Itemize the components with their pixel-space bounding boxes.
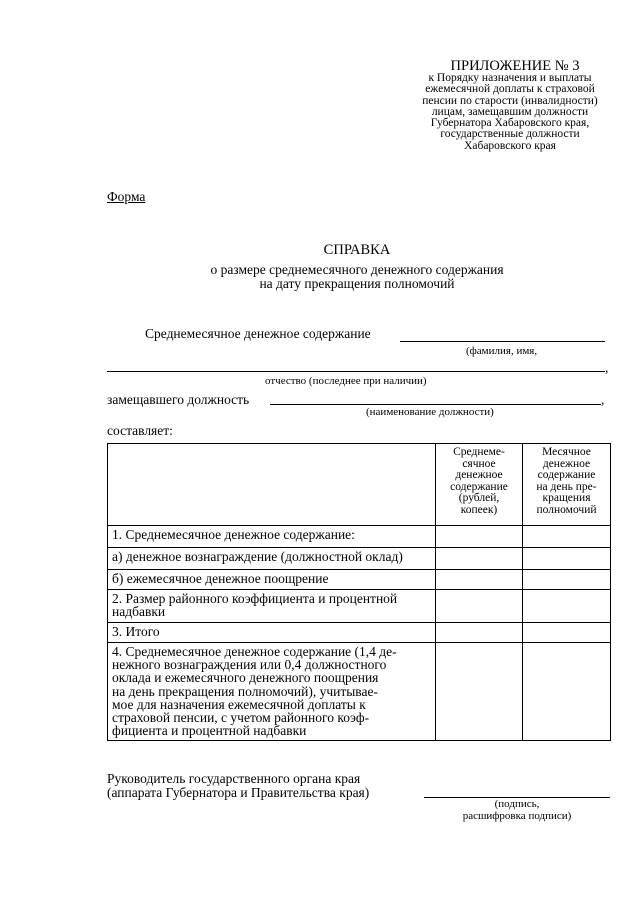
col-header-monthly-end: [523, 444, 611, 526]
salary-table: [107, 443, 611, 741]
name-fill-line[interactable]: [400, 341, 605, 342]
form-label: Форма: [107, 189, 146, 204]
row-line: фициента и процентной надбавки: [112, 723, 307, 739]
subtitle-line: на дату прекращения полномочий: [259, 276, 455, 291]
row-line: а) денежное вознаграждение (должностной оклад): [112, 549, 403, 564]
table-row: [108, 548, 611, 570]
table-header-empty: [108, 444, 436, 526]
row-line: оклада и ежемесячного денежного поощрения: [112, 670, 379, 686]
value-cell[interactable]: [523, 590, 611, 623]
value-cell[interactable]: [436, 548, 523, 570]
hint-line: (подпись,: [494, 798, 540, 810]
row-label: [108, 570, 436, 590]
row-label: [108, 526, 436, 548]
value-cell[interactable]: [523, 526, 611, 548]
comma: ,: [605, 360, 609, 375]
value-cell[interactable]: [436, 643, 523, 741]
comma: ,: [601, 392, 605, 407]
row-line: 1. Среднемесячное денежное содержание:: [112, 527, 355, 542]
row-line: надбавки: [112, 604, 166, 620]
table-row: [108, 623, 611, 643]
patronymic-hint: отчество (последнее при наличии): [265, 375, 427, 387]
header-line: копеек): [460, 503, 498, 516]
header-line: кращения: [542, 492, 591, 504]
value-cell[interactable]: [436, 526, 523, 548]
table-row: [108, 643, 611, 741]
row-line: нежного вознаграждения или 0,4 должностного: [112, 657, 387, 673]
value-cell[interactable]: [523, 570, 611, 590]
hint-line: расшифровка подписи): [462, 809, 572, 822]
appendix-line: государственные должности: [440, 128, 580, 141]
appendix-description: [405, 73, 615, 152]
header-line: сячное: [462, 457, 496, 470]
row-label: [108, 623, 436, 643]
amounts-label: составляет:: [107, 423, 173, 438]
appendix-title: ПРИЛОЖЕНИЕ № 3: [450, 58, 580, 74]
avg-salary-label: Среднемесячное денежное содержание: [145, 326, 371, 341]
table-row: [108, 590, 611, 623]
table-row: [108, 526, 611, 548]
name-hint: (фамилия, имя,: [466, 345, 538, 357]
name-continuation-fill-line[interactable]: [107, 371, 605, 372]
header-line: денежное: [455, 469, 503, 481]
col-header-avg-monthly: [436, 444, 523, 526]
value-cell[interactable]: [436, 623, 523, 643]
row-line: 3. Итого: [112, 624, 160, 639]
appendix-line: лицам, замещавшим должности: [431, 105, 589, 118]
row-line: 2. Размер районного коэффициента и процентной: [112, 591, 398, 606]
document-subtitle: [107, 263, 607, 291]
row-label: [108, 590, 436, 623]
subtitle-line: о размере среднемесячного денежного содержания: [210, 262, 504, 277]
value-cell[interactable]: [523, 548, 611, 570]
signature-line: Руководитель государственного органа края: [107, 771, 361, 786]
document-title: СПРАВКА: [323, 242, 391, 258]
value-cell[interactable]: [436, 590, 523, 623]
row-line: на день прекращения полномочий), учитывае-: [112, 683, 378, 699]
appendix-line: Хабаровского края: [464, 139, 556, 152]
signature-line: (аппарата Губернатора и Правительства края): [107, 785, 370, 800]
row-line: страховой пенсии, с учетом районного коэф-: [112, 710, 370, 726]
appendix-line: к Порядку назначения и выплаты: [428, 72, 592, 84]
appendix-line: пенсии по старости (инвалидности): [422, 94, 598, 107]
row-label: [108, 548, 436, 570]
table-row: [108, 570, 611, 590]
header-line: на день пре-: [536, 480, 597, 493]
header-line: содержание: [450, 480, 508, 493]
header-line: (рублей,: [458, 492, 500, 504]
header-line: полномочий: [536, 503, 597, 516]
row-line: 4. Среднемесячное денежное содержание (1,4 де-: [112, 644, 397, 659]
row-label: [108, 643, 436, 741]
header-line: содержание: [537, 469, 596, 481]
appendix-line: ежемесячной доплаты к страховой: [425, 83, 595, 96]
row-line: б) ежемесячное денежное поощрение: [112, 571, 329, 586]
signature-hint: [424, 799, 610, 822]
table-header-row: [108, 444, 611, 526]
row-line: мое для назначения ежемесячной доплаты к: [112, 696, 366, 712]
position-hint: (наименование должности): [366, 406, 494, 418]
header-line: Месячное: [542, 446, 591, 458]
value-cell[interactable]: [436, 570, 523, 590]
position-fill-line[interactable]: [270, 404, 601, 405]
value-cell[interactable]: [523, 623, 611, 643]
appendix-line: Губернатора Хабаровского края,: [430, 117, 590, 130]
value-cell[interactable]: [523, 643, 611, 741]
position-label: замещавшего должность: [107, 392, 250, 407]
signature-title: [107, 772, 369, 800]
header-line: Среднеме-: [453, 446, 505, 458]
header-line: денежное: [542, 457, 591, 470]
